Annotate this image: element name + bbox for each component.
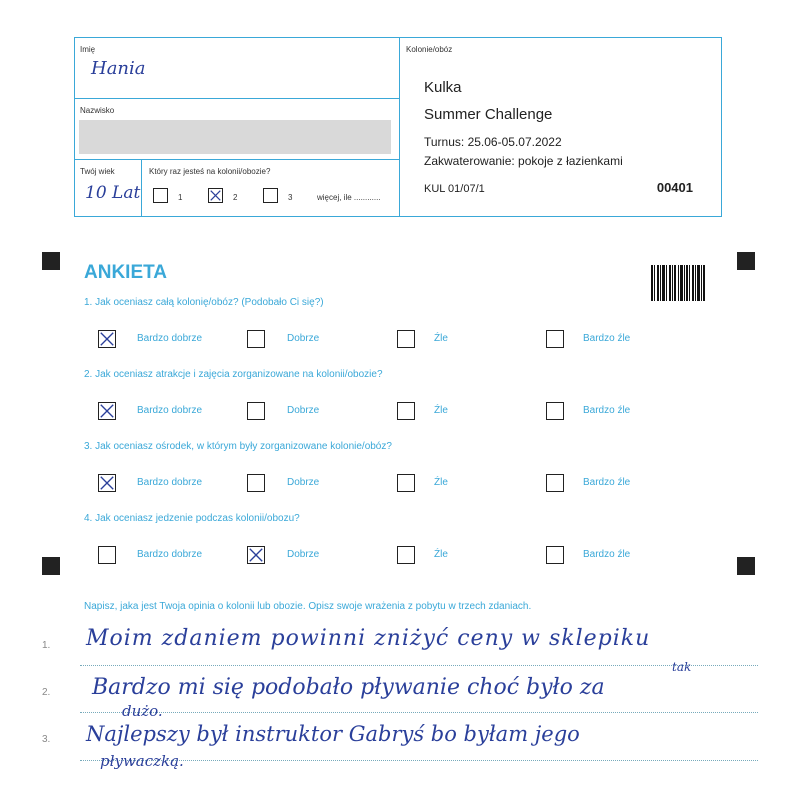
turnus: Turnus: 25.06-05.07.2022 [424, 135, 562, 149]
times-option-3: 3 [288, 193, 293, 202]
name-value[interactable]: Hania [91, 58, 146, 79]
camp-name-line1: Kulka [424, 79, 462, 96]
times-option-2: 2 [233, 193, 238, 202]
camp-label: Kolonie/obóz [406, 45, 453, 54]
times-checkbox-2[interactable] [208, 188, 223, 203]
writing-line [80, 712, 758, 713]
answer-label: Bardzo źle [583, 405, 631, 416]
surname-redacted [79, 120, 391, 154]
accommodation: Zakwaterowanie: pokoje z łazienkami [424, 154, 623, 168]
times-option-1: 1 [178, 193, 183, 202]
divider [141, 160, 142, 217]
answer-label: Źle [434, 477, 448, 488]
check-mark-icon [248, 547, 264, 563]
camp-name-line2: Summer Challenge [424, 106, 553, 123]
answer-checkbox[interactable] [397, 330, 415, 348]
answer-checkbox[interactable] [546, 474, 564, 492]
answer-label: Bardzo dobrze [137, 333, 203, 344]
answer-label: Bardzo źle [583, 333, 631, 344]
camp-code: KUL 01/07/1 [424, 183, 485, 195]
name-label: Imię [80, 45, 96, 54]
check-mark-icon [99, 475, 115, 491]
answer-label: Bardzo dobrze [137, 405, 203, 416]
age-value[interactable]: 10 Lat [85, 183, 141, 203]
answer-label: Źle [434, 333, 448, 344]
registration-mark [42, 252, 60, 270]
answer-label: Dobrze [287, 477, 320, 488]
answer-checkbox[interactable] [397, 546, 415, 564]
answer-checkbox[interactable] [546, 546, 564, 564]
opinion-line-3-cont[interactable]: pływaczką. [100, 752, 184, 770]
answer-checkbox[interactable] [397, 402, 415, 420]
answer-label: Bardzo dobrze [137, 549, 203, 560]
form-number: 00401 [656, 180, 693, 195]
divider [75, 159, 399, 160]
answer-checkbox[interactable] [546, 330, 564, 348]
opinion-line-2[interactable]: Bardzo mi się podobało pływanie choć było za [92, 675, 605, 700]
opinion-line-3[interactable]: Najlepszy był instruktor Gabryś bo byłam jego [86, 722, 580, 746]
opinion-line-2-insert[interactable]: tak [672, 660, 692, 674]
answer-checkbox[interactable] [546, 402, 564, 420]
age-label: Twój wiek [80, 167, 115, 176]
answer-checkbox[interactable] [247, 330, 265, 348]
times-checkbox-3[interactable] [263, 188, 278, 203]
answer-label: Źle [434, 549, 448, 560]
times-label: Który raz jesteś na kolonii/obozie? [149, 167, 271, 176]
answer-checkbox[interactable] [247, 402, 265, 420]
answer-label: Dobrze [287, 333, 320, 344]
answer-label: Bardzo dobrze [137, 477, 203, 488]
surname-label: Nazwisko [80, 106, 115, 115]
question-text: 4. Jak oceniasz jedzenie podczas kolonii/obozu? [84, 513, 300, 524]
answer-checkbox[interactable] [98, 330, 116, 348]
barcode-icon [651, 265, 705, 301]
answer-label: Dobrze [287, 405, 320, 416]
answer-label: Bardzo źle [583, 477, 631, 488]
answer-checkbox[interactable] [247, 546, 265, 564]
check-mark-icon [209, 189, 222, 202]
check-mark-icon [99, 403, 115, 419]
registration-mark [42, 557, 60, 575]
times-checkbox-1[interactable] [153, 188, 168, 203]
header-box [74, 37, 722, 217]
divider [75, 98, 399, 99]
answer-checkbox[interactable] [98, 402, 116, 420]
answer-label: Bardzo źle [583, 549, 631, 560]
registration-mark [737, 557, 755, 575]
registration-mark [737, 252, 755, 270]
writing-line [80, 665, 758, 666]
survey-title: ANKIETA [84, 262, 168, 283]
line-number: 1. [42, 640, 51, 651]
line-number: 3. [42, 734, 51, 745]
answer-label: Źle [434, 405, 448, 416]
answer-checkbox[interactable] [247, 474, 265, 492]
opinion-line-2-cont[interactable]: dużo. [122, 702, 163, 720]
answer-checkbox[interactable] [397, 474, 415, 492]
opinion-prompt: Napisz, jaka jest Twoja opinia o kolonii lub obozie. Opisz swoje wrażenia z pobytu w trzech zdaniach. [84, 601, 532, 612]
opinion-line-1[interactable]: Moim zdaniem powinni zniżyć ceny w sklepiku [86, 626, 651, 651]
answer-checkbox[interactable] [98, 546, 116, 564]
question-text: 2. Jak oceniasz atrakcje i zajęcia zorganizowane na kolonii/obozie? [84, 369, 383, 380]
question-text: 1. Jak oceniasz całą kolonię/obóz? (Podobało Ci się?) [84, 297, 324, 308]
answer-checkbox[interactable] [98, 474, 116, 492]
answer-label: Dobrze [287, 549, 320, 560]
header-divider [399, 38, 400, 217]
question-text: 3. Jak oceniasz ośrodek, w którym były zorganizowane kolonie/obóz? [84, 441, 392, 452]
check-mark-icon [99, 331, 115, 347]
times-more: więcej, ile ............ [317, 193, 381, 202]
line-number: 2. [42, 687, 51, 698]
